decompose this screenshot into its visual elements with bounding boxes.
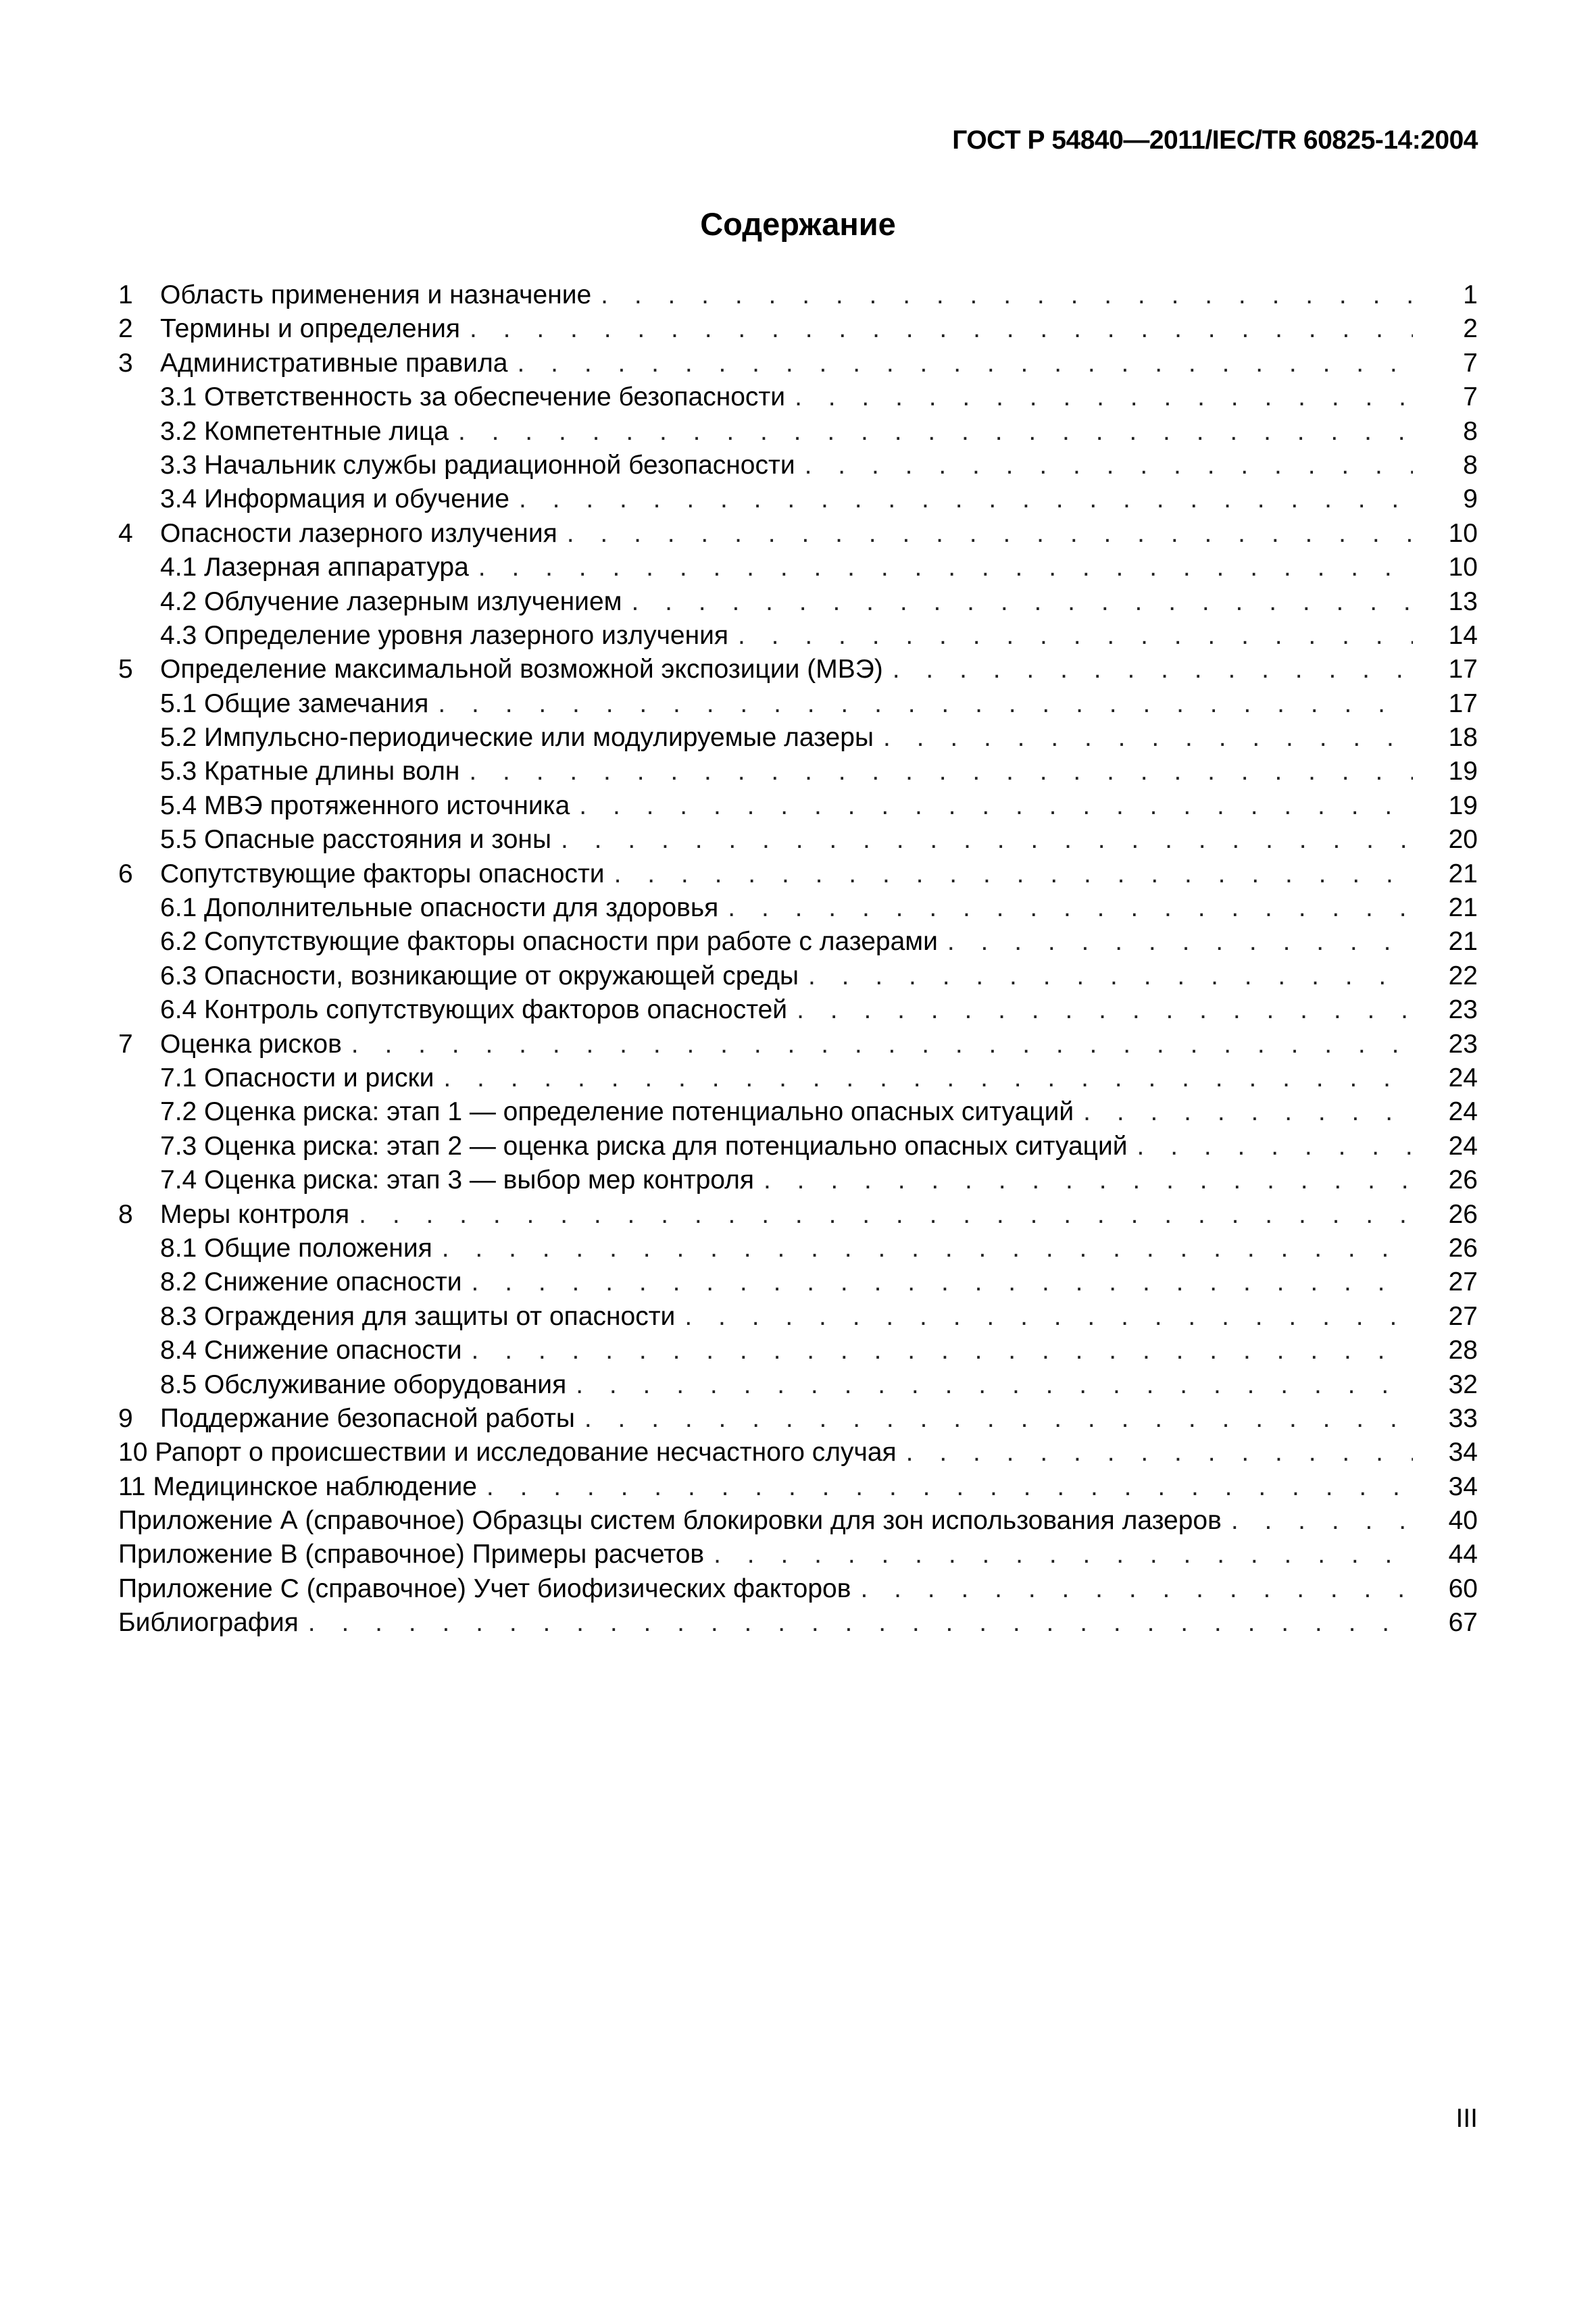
toc-entry-title: Приложение В (справочное) Примеры расчетов [118, 1540, 705, 1569]
toc-dot-leader [906, 1436, 1413, 1469]
toc-entry-title: Термины и определения [160, 314, 461, 344]
toc-dot-leader [714, 1538, 1413, 1571]
toc-entry [118, 517, 1478, 551]
toc-entry-page: 8 [1463, 416, 1478, 446]
toc-entry [118, 1300, 1478, 1334]
toc-entry-title: Сопутствующие факторы опасности [160, 859, 605, 888]
toc-entry-title: 3.1 Ответственность за обеспечение безопасности [160, 382, 786, 412]
toc-entry-title: 7.4 Оценка риска: этап 3 — выбор мер контроля [160, 1165, 755, 1195]
toc-entry-title: 3.3 Начальник службы радиационной безопасности [160, 450, 795, 480]
toc-dot-leader [576, 1368, 1413, 1402]
toc-entry-page: 13 [1448, 586, 1478, 616]
toc-entry-title: Приложение С (справочное) Учет биофизических факторов [118, 1574, 851, 1603]
toc-entry [118, 1198, 1478, 1232]
toc-entry-number: 9 [118, 1403, 133, 1433]
toc-entry-title: 8.1 Общие положения [160, 1233, 432, 1263]
toc-dot-leader [438, 687, 1413, 721]
toc-dot-leader [893, 653, 1413, 686]
toc-entry [118, 1334, 1478, 1367]
toc-entry-page: 21 [1448, 859, 1478, 888]
toc-entry-page: 7 [1463, 348, 1478, 378]
toc-entry-page: 10 [1448, 518, 1478, 548]
toc-dot-leader [684, 1300, 1413, 1334]
toc-dot-leader [470, 312, 1413, 346]
toc-entry-title: 5.1 Общие замечания [160, 688, 429, 718]
toc-entry-title: 8.3 Ограждения для защиты от опасности [160, 1301, 676, 1331]
toc-dot-leader [947, 925, 1413, 959]
toc-entry [118, 1163, 1478, 1197]
toc-entry-number: 2 [118, 314, 133, 344]
toc-entry-page: 1 [1463, 280, 1478, 309]
toc-entry-page: 60 [1448, 1574, 1478, 1603]
toc-entry-title: 7.2 Оценка риска: этап 1 — определение потенциально опасных ситуаций [160, 1097, 1074, 1127]
toc-entry-title: 5.2 Импульсно-периодические или модулируемые лазеры [160, 723, 874, 753]
toc-entry-page: 7 [1463, 382, 1478, 412]
toc-entry-page: 27 [1448, 1267, 1478, 1297]
toc-entry [118, 653, 1478, 686]
toc-dot-leader [487, 1470, 1413, 1504]
toc-entry-title: 4.3 Определение уровня лазерного излучения [160, 620, 729, 650]
toc-entry [118, 619, 1478, 653]
toc-entry-page: 14 [1448, 620, 1478, 650]
toc-dot-leader [738, 619, 1413, 653]
toc-dot-leader [472, 1265, 1413, 1299]
toc-entry-title: 3.4 Информация и обучение [160, 484, 509, 514]
toc-entry-page: 67 [1448, 1608, 1478, 1638]
toc-dot-leader [561, 823, 1413, 857]
toc-entry-title: 7.1 Опасности и риски [160, 1063, 434, 1092]
toc-entry-title: 6.2 Сопутствующие факторы опасности при работе с лазерами [160, 927, 938, 957]
toc-entry [118, 1095, 1478, 1129]
toc-entry [118, 789, 1478, 823]
toc-entry-title: Область применения и назначение [160, 280, 592, 309]
toc-entry [118, 823, 1478, 857]
toc-entry [118, 1061, 1478, 1095]
toc-entry [118, 449, 1478, 482]
toc-entry-number: 7 [118, 1029, 133, 1059]
toc-entry-title: 4.1 Лазерная аппаратура [160, 553, 469, 582]
toc-entry [118, 347, 1478, 380]
toc-entry [118, 278, 1478, 312]
toc-dot-leader [567, 517, 1413, 551]
toc-entry-page: 18 [1448, 723, 1478, 753]
toc-entry [118, 415, 1478, 449]
toc-entry [118, 1232, 1478, 1265]
toc-entry [118, 1504, 1478, 1538]
toc-dot-leader [795, 380, 1413, 414]
toc-entry-page: 19 [1448, 790, 1478, 820]
toc-entry [118, 312, 1478, 346]
toc-entry-title: 3.2 Компетентные лица [160, 416, 449, 446]
toc-entry-page: 24 [1448, 1063, 1478, 1092]
toc-entry-title: 6.1 Дополнительные опасности для здоровья [160, 893, 719, 923]
toc-dot-leader [458, 415, 1413, 449]
toc-entry-title: Меры контроля [160, 1199, 350, 1229]
toc-entry [118, 687, 1478, 721]
toc-dot-leader [478, 551, 1413, 584]
toc-dot-leader [614, 857, 1413, 891]
toc-entry-page: 2 [1463, 314, 1478, 344]
toc-entry-title: 8.2 Снижение опасности [160, 1267, 462, 1297]
toc-dot-leader [472, 1334, 1413, 1367]
toc-entry-title: Приложение А (справочное) Образцы систем блокировки для зон использования лазеров [118, 1506, 1222, 1536]
toc-entry-title: 6.3 Опасности, возникающие от окружающей среды [160, 961, 799, 990]
toc-entry [118, 925, 1478, 959]
toc-entry-title: 4.2 Облучение лазерным излучением [160, 586, 622, 616]
toc-dot-leader [797, 993, 1413, 1027]
toc-entry-page: 21 [1448, 927, 1478, 957]
toc-entry-title: Определение максимальной возможной экспозиции (МВЭ) [160, 655, 883, 684]
toc-entry-page: 26 [1448, 1233, 1478, 1263]
toc-dot-leader [883, 721, 1413, 755]
toc-entry-title: 8.4 Снижение опасности [160, 1336, 462, 1365]
toc-entry [118, 1470, 1478, 1504]
toc-dot-leader [359, 1198, 1413, 1232]
toc-entry-page: 33 [1448, 1403, 1478, 1433]
toc-entry [118, 1538, 1478, 1571]
toc-entry-page: 19 [1448, 757, 1478, 786]
toc-dot-leader [728, 891, 1413, 925]
toc-dot-leader [1231, 1504, 1413, 1538]
toc-dot-leader [584, 1402, 1413, 1436]
toc-entry-page: 26 [1448, 1165, 1478, 1195]
toc-entry-title: Опасности лазерного излучения [160, 518, 557, 548]
toc-dot-leader [579, 789, 1413, 823]
toc-entry-page: 23 [1448, 995, 1478, 1025]
toc-entry [118, 1436, 1478, 1469]
toc-dot-leader [764, 1163, 1413, 1197]
toc-entry-page: 10 [1448, 553, 1478, 582]
toc-dot-leader [601, 278, 1413, 312]
toc-entry-title: Поддержание безопасной работы [160, 1403, 575, 1433]
toc-dot-leader [351, 1028, 1413, 1061]
toc-entry-title: 10 Рапорт о происшествии и исследование несчастного случая [118, 1438, 897, 1467]
toc-dot-leader [860, 1572, 1413, 1606]
toc-entry-number: 8 [118, 1199, 133, 1229]
toc-entry-title: 7.3 Оценка риска: этап 2 — оценка риска для потенциально опасных ситуаций [160, 1131, 1128, 1161]
toc-entry-page: 24 [1448, 1097, 1478, 1127]
toc-entry [118, 551, 1478, 584]
toc-entry-title: 5.5 Опасные расстояния и зоны [160, 825, 552, 855]
toc-entry [118, 1606, 1478, 1640]
toc-entry-page: 40 [1448, 1506, 1478, 1536]
toc-entry [118, 1402, 1478, 1436]
toc-entry-page: 34 [1448, 1472, 1478, 1501]
toc-entry [118, 959, 1478, 993]
toc-entry-title: 5.3 Кратные длины волн [160, 757, 460, 786]
toc-entry [118, 857, 1478, 891]
toc-entry-page: 34 [1448, 1438, 1478, 1467]
toc-entry-page: 32 [1448, 1369, 1478, 1399]
toc-entry-title: 5.4 МВЭ протяженного источника [160, 790, 570, 820]
toc-dot-leader [519, 482, 1413, 516]
toc-dot-leader [517, 347, 1413, 380]
toc-entry [118, 1265, 1478, 1299]
toc-dot-leader [442, 1232, 1413, 1265]
page-title: Содержание [700, 206, 896, 242]
toc-entry-page: 17 [1448, 655, 1478, 684]
toc-entry-number: 4 [118, 518, 133, 548]
toc-entry-page: 44 [1448, 1540, 1478, 1569]
toc-dot-leader [1083, 1095, 1413, 1129]
toc-entry-page: 9 [1463, 484, 1478, 514]
toc-entry-page: 22 [1448, 961, 1478, 990]
toc-entry [118, 891, 1478, 925]
toc-dot-leader [631, 585, 1413, 619]
toc-entry-title: 11 Медицинское наблюдение [118, 1472, 477, 1501]
toc-entry [118, 1368, 1478, 1402]
toc-entry [118, 585, 1478, 619]
toc-entry-page: 26 [1448, 1199, 1478, 1229]
toc-dot-leader [805, 449, 1413, 482]
toc-entry-title: 8.5 Обслуживание оборудования [160, 1369, 567, 1399]
toc-entry-title: Административные правила [160, 348, 508, 378]
toc-entry [118, 1130, 1478, 1163]
toc-entry-number: 6 [118, 859, 133, 888]
toc-entry-page: 28 [1448, 1336, 1478, 1365]
table-of-contents [118, 278, 1478, 1640]
toc-entry-title: Библиография [118, 1608, 299, 1638]
toc-entry-page: 21 [1448, 893, 1478, 923]
toc-entry-title: Оценка рисков [160, 1029, 342, 1059]
toc-entry-number: 5 [118, 655, 133, 684]
toc-entry-page: 23 [1448, 1029, 1478, 1059]
toc-entry-title: 6.4 Контроль сопутствующих факторов опасностей [160, 995, 788, 1025]
toc-entry-page: 27 [1448, 1301, 1478, 1331]
toc-dot-leader [1137, 1130, 1413, 1163]
toc-entry-page: 20 [1448, 825, 1478, 855]
toc-entry [118, 1572, 1478, 1606]
toc-entry [118, 993, 1478, 1027]
toc-entry [118, 380, 1478, 414]
toc-entry [118, 721, 1478, 755]
document-header: ГОСТ Р 54840—2011/IEC/TR 60825-14:2004 [952, 126, 1478, 155]
toc-dot-leader [469, 755, 1413, 788]
toc-entry [118, 482, 1478, 516]
toc-dot-leader [443, 1061, 1413, 1095]
toc-entry-number: 3 [118, 348, 133, 378]
toc-dot-leader [808, 959, 1413, 993]
toc-entry-number: 1 [118, 280, 133, 309]
toc-entry [118, 1028, 1478, 1061]
page-number: III [1455, 2104, 1478, 2133]
toc-dot-leader [308, 1606, 1413, 1640]
toc-entry-page: 8 [1463, 450, 1478, 480]
toc-entry-page: 24 [1448, 1131, 1478, 1161]
toc-entry [118, 755, 1478, 788]
toc-entry-page: 17 [1448, 688, 1478, 718]
